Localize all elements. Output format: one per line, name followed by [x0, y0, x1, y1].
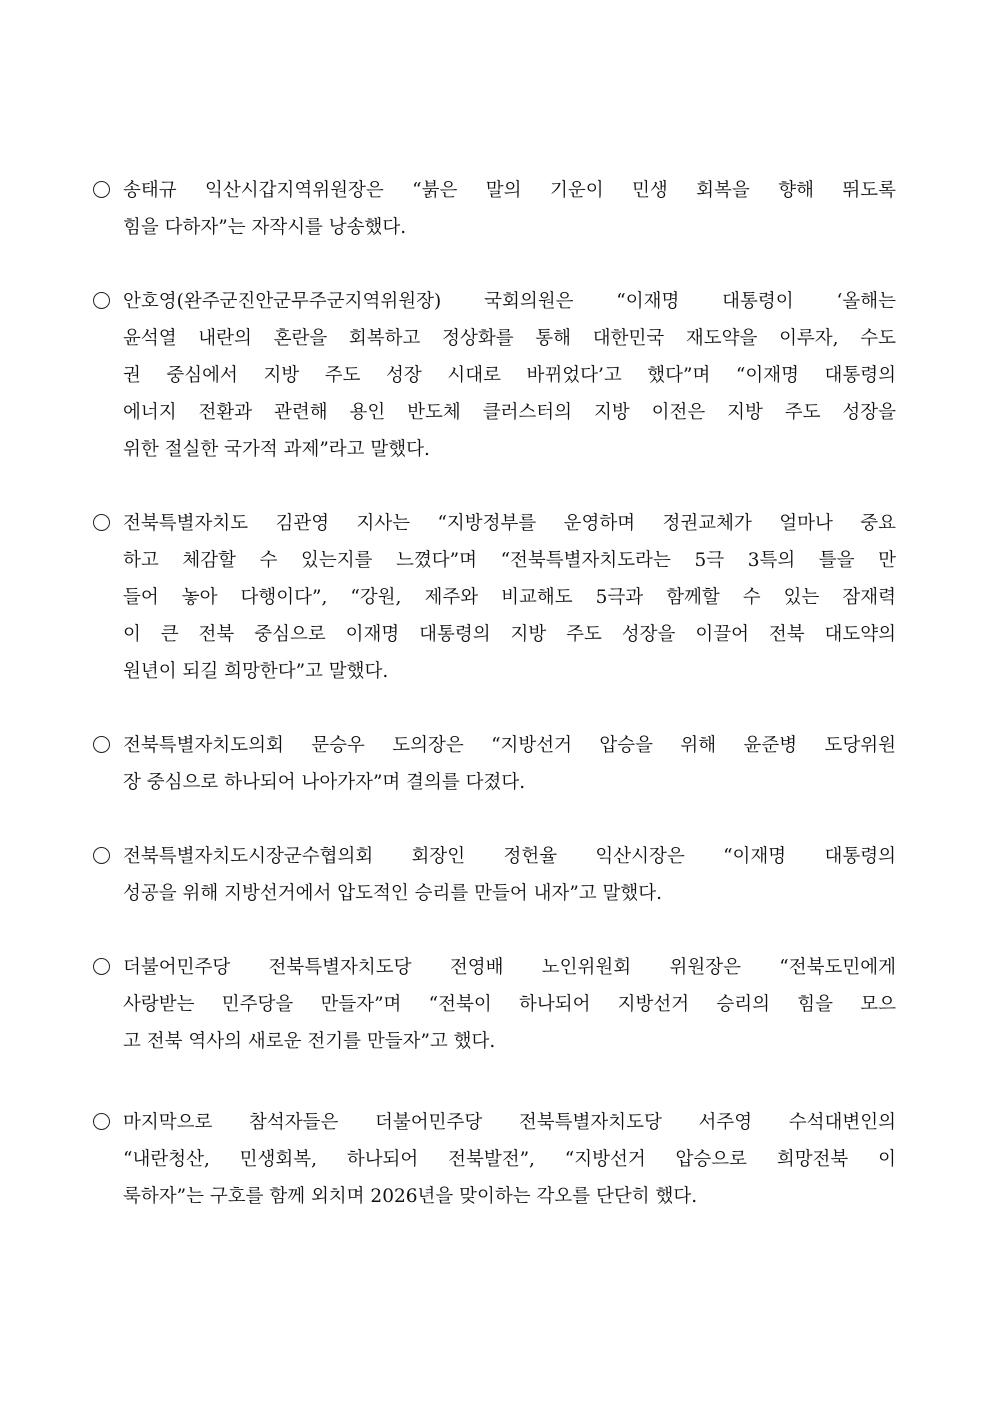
- paragraph-line: 안호영(완주군진안군무주군지역위원장) 국회의원은 “이재명 대통령이 ‘올해는: [123, 291, 896, 312]
- paragraph-1: [93, 172, 896, 246]
- paragraph-line: “내란청산, 민생회복, 하나되어 전북발전”, “지방선거 압승으로 희망전북 이: [123, 1149, 896, 1170]
- paragraph-5: [93, 838, 896, 912]
- paragraph-line: 룩하자”는 구호를 함께 외치며 2026년을 맞이하는 각오를 단단히 했다.: [123, 1186, 698, 1207]
- paragraph-line: 전북특별자치도시장군수협의회 회장인 정헌율 익산시장은 “이재명 대통령의: [123, 846, 896, 867]
- paragraph-3: [93, 505, 896, 690]
- paragraph-line: 고 전북 역사의 새로운 전기를 만들자”고 했다.: [123, 1031, 496, 1052]
- paragraph-line: 사랑받는 민주당을 만들자”며 “전북이 하나되어 지방선거 승리의 힘을 모으: [123, 994, 896, 1015]
- paragraph-line: 하고 체감할 수 있는지를 느꼈다”며 “전북특별자치도라는 5극 3특의 틀을 만: [123, 550, 896, 571]
- paragraph-line: 권 중심에서 지방 주도 성장 시대로 바뀌었다’고 했다”며 “이재명 대통령의: [123, 365, 896, 386]
- circle-bullet-icon: [93, 838, 123, 875]
- paragraph-line: 들어 놓아 다행이다”, “강원, 제주와 비교해도 5극과 함께할 수 있는 잠재력: [123, 587, 896, 608]
- paragraph-line: 전북특별자치도의회 문승우 도의장은 “지방선거 압승을 위해 윤준병 도당위원: [123, 735, 896, 756]
- circle-bullet-icon: [93, 172, 123, 209]
- circle-bullet-icon: [93, 949, 123, 986]
- paragraph-line: 송태규 익산시갑지역위원장은 “붉은 말의 기운이 민생 회복을 향해 뛰도록: [123, 180, 896, 201]
- circle-bullet-icon: [93, 505, 123, 542]
- paragraph-line: 힘을 다하자”는 자작시를 낭송했다.: [123, 217, 407, 238]
- paragraph-line: 원년이 되길 희망한다”고 말했다.: [123, 661, 389, 682]
- circle-bullet-icon: [93, 1104, 123, 1141]
- circle-bullet-icon: [93, 727, 123, 764]
- paragraph-4: [93, 727, 896, 801]
- paragraph-7: [93, 1104, 896, 1215]
- paragraph-line: 윤석열 내란의 혼란을 회복하고 정상화를 통해 대한민국 재도약을 이루자, 수도: [123, 328, 896, 349]
- paragraph-line: 장 중심으로 하나되어 나아가자”며 결의를 다졌다.: [123, 772, 526, 793]
- paragraph-line: 이 큰 전북 중심으로 이재명 대통령의 지방 주도 성장을 이끌어 전북 대도약의: [123, 624, 896, 645]
- paragraph-6: [93, 949, 896, 1060]
- paragraph-2: [93, 283, 896, 468]
- paragraph-line: 마지막으로 참석자들은 더불어민주당 전북특별자치도당 서주영 수석대변인의: [123, 1112, 896, 1133]
- paragraph-line: 성공을 위해 지방선거에서 압도적인 승리를 만들어 내자”고 말했다.: [123, 883, 663, 904]
- paragraph-line: 전북특별자치도 김관영 지사는 “지방정부를 운영하며 정권교체가 얼마나 중요: [123, 513, 896, 534]
- circle-bullet-icon: [93, 283, 123, 320]
- paragraph-line: 위한 절실한 국가적 과제”라고 말했다.: [123, 439, 430, 460]
- paragraph-line: 더불어민주당 전북특별자치도당 전영배 노인위원회 위원장은 “전북도민에게: [123, 957, 896, 978]
- paragraph-line: 에너지 전환과 관련해 용인 반도체 클러스터의 지방 이전은 지방 주도 성장을: [123, 402, 896, 423]
